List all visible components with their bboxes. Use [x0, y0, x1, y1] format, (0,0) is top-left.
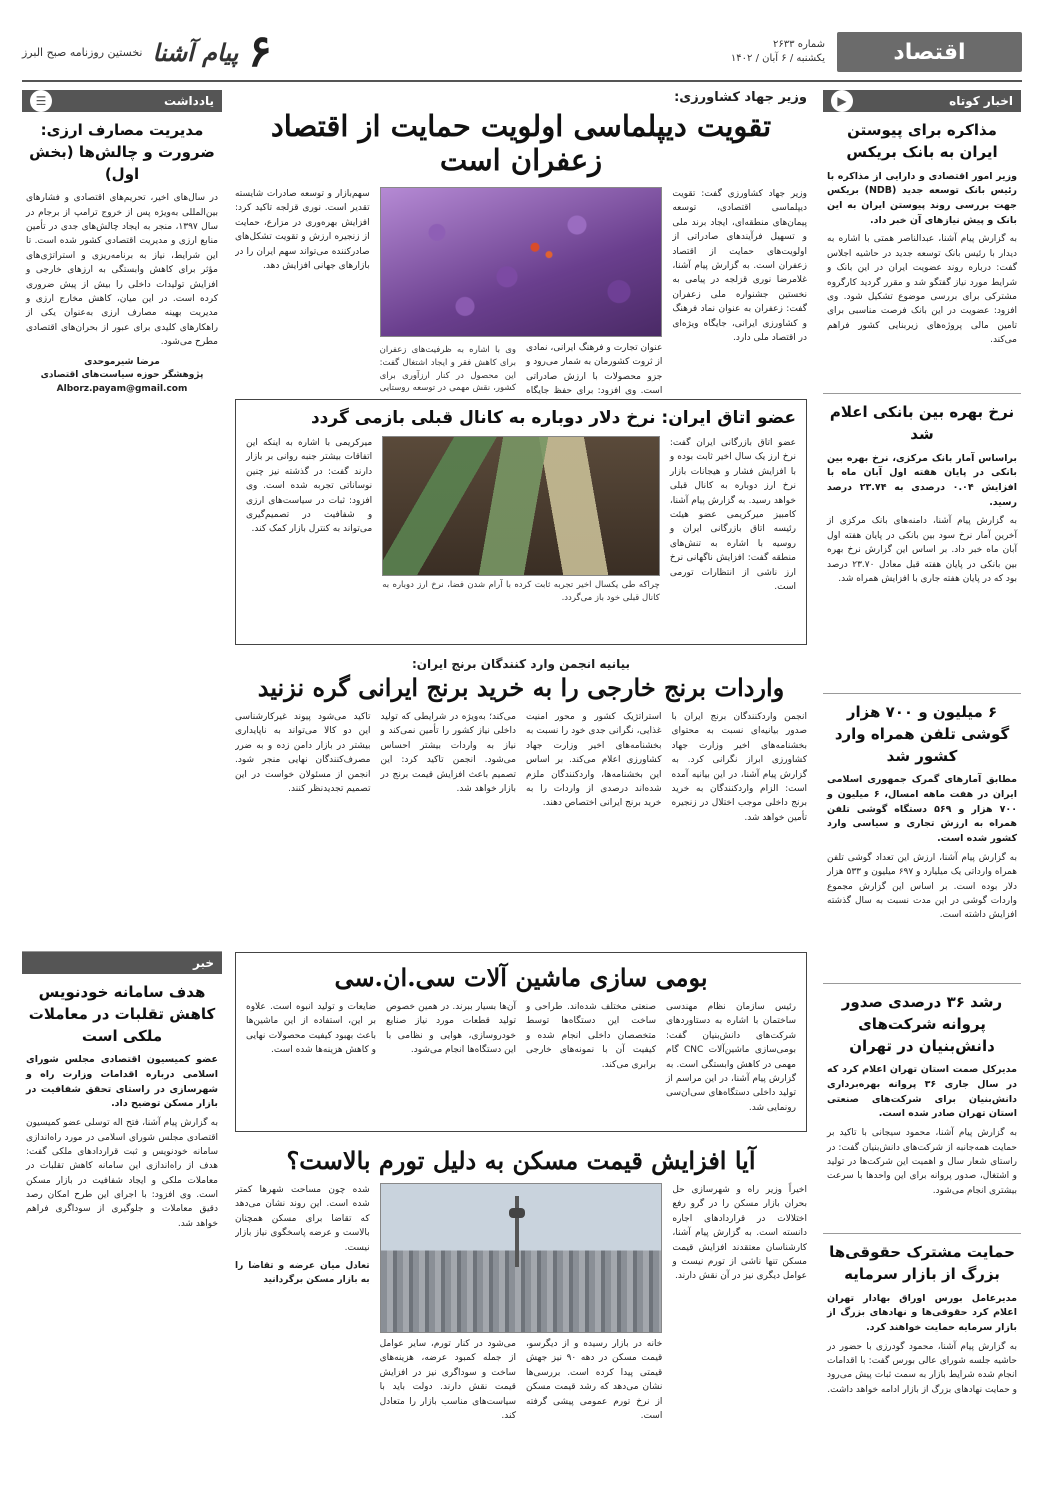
short-news-item [823, 694, 1021, 984]
cnc-col: رئیس سازمان نظام مهندسی ساختمان با اشاره به دستاوردهای شرکت‌های دانش‌بنیان گفت: بومی‌سازی ماشین‌آلات CNC گام مهمی در کاهش وابستگی است. به گزارش پیام آشنا، در این مراسم از تولید داخلی دستگاه‌های سی‌ان‌سی رونمایی شد. [666, 1002, 796, 1113]
rice-col: استراتژیک کشور و محور امنیت غذایی، نگرانی جدی خود را نسبت به بخشنامه‌های اخیر وزارت جهاد کشاورزی اعلام می‌کند. بر اساس این بخشنامه‌ها، واردکنندگان ملزم شده‌اند درصدی از واردات را به خرید برنج ایرانی اختصاص دهند. [526, 712, 662, 809]
lead-col: سهم‌بازار و توسعه صادرات شایسته تقدیر است. نوری قزلجه تاکید کرد: افزایش بهره‌وری در مزارع، حمایت از زنجیره ارزش و تقویت تشکل‌های صادرکننده می‌تواند سهم ایران را در بازارهای جهانی افزایش دهد. [235, 189, 370, 271]
housing-photo-wrap [380, 1183, 663, 1423]
lead-headline: تقویت دیپلماسی اولویت حمایت از اقتصاد زعفران است [270, 109, 772, 177]
lead-columns [235, 187, 807, 395]
housing-story [235, 1144, 807, 1484]
note-column [22, 90, 222, 1241]
housing-col: خانه در بازار رسیده و از دیگرسو، قیمت مسکن در دهه ۹۰ نیز جهش قیمتی پیدا کرده است. بررسی‌ها نشان می‌دهد که رشد قیمت مسکن از نرخ تورم عمومی پیشی گرفته است. [525, 1339, 663, 1421]
cnc-columns [246, 1000, 796, 1115]
masthead-right [22, 26, 272, 77]
issue-number: شماره ۲۶۳۳ [773, 39, 825, 50]
news-lead: عضو کمیسیون اقتصادی مجلس شورای اسلامی درباره اقدامات وزارت راه و شهرسازی در راستای تحقق شفافیت در بازار مسکن توضیح داد. [26, 1054, 218, 1110]
short-news-item [823, 112, 1021, 394]
lead-col: عنوان تجارت و فرهنگ ایرانی، نمادی از ثروت کشورمان به شمار می‌رود و جزو محصولات با ارزش صادراتی است. وی افزود: برای حفظ جایگاه [525, 343, 663, 395]
dollar-col: عضو اتاق بازرگانی ایران گفت: نرخ ارز یک سال اخیر ثابت بوده و با افزایش فشار و هیجانات بازار نرخ ارز دوباره به کانال قبلی خواهد رسید. به گزارش پیام آشنا، کامبیز میرکریمی عضو هیئت رئیسه اتاق بازرگانی ایران و روسیه با اشاره به تنش‌های منطقه گفت: افزایش ناگهانی نرخ ارز ناشی از انتظارات تورمی است. [669, 438, 796, 592]
dollar-photo [382, 436, 660, 576]
megaphone-icon: ▶ [831, 90, 853, 112]
news-item [22, 974, 222, 1241]
lead-col: وزیر جهاد کشاورزی گفت: تقویت دیپلماسی اقتصادی، توسعه پیمان‌های منطقه‌ای، ایجاد برند ملی و تسهیل فرآیندهای صادراتی از اولویت‌های حمایت از اقتصاد زعفران است. به گزارش پیام آشنا، غلامرضا نوری قزلجه در پیامی به نخستین جشنواره ملی زعفران گفت: زعفران به عنوان نماد فرهنگ و کشاورزی ایرانی، جایگاه ویژه‌ای در اقتصاد ملی دارد. [672, 189, 807, 343]
page-number: ۶ [248, 26, 272, 77]
note-tab [22, 90, 222, 112]
short-news-lead: مدیرعامل بورس اوراق بهادار تهران اعلام کرد حقوقی‌ها و نهادهای بزرگ از بازار سرمایه حمایت خواهند کرد. [827, 1292, 1017, 1333]
housing-headline: آیا افزایش قیمت مسکن به دلیل تورم بالاست؟ [286, 1146, 756, 1175]
dollar-col: میرکریمی با اشاره به اینکه این اتفاقات بیشتر جنبه روانی بر بازار دارند گفت: در گذشته نیز چنین نوساناتی تجربه شده است. وی افزود: ثبات در سیاست‌های ارزی و شفافیت در تصمیم‌گیری می‌تواند به کنترل بازار کمک کند. [246, 438, 373, 535]
short-news-lead: وزیر امور اقتصادی و دارایی از مذاکره با رئیس بانک توسعه جدید (NDB) بریکس جهت بررسی روند پیوستن ایران به این بانک و پیش نیازهای آن خبر داد. [827, 170, 1017, 226]
dollar-columns [246, 436, 796, 605]
housing-under-photo [380, 1337, 663, 1423]
masthead-left [731, 32, 1022, 72]
main-content [235, 90, 807, 1484]
rice-story [235, 657, 807, 952]
short-news-body: به گزارش پیام آشنا، محمود سیجانی با تاکید بر حمایت همه‌جانبه از شرکت‌های دانش‌بنیان گفت: در راستای شعار سال و اهمیت این شرکت‌ها در تولید و اشتغال، صدور پروانه برای این واحدها با سرعت بیشتری انجام می‌شود. [827, 1128, 1017, 1196]
short-news-title: ۶ میلیون و ۷۰۰ هزار گوشی تلفن همراه وارد کشور شد [834, 703, 1010, 765]
housing-subhead: تعادل میان عرضه و تقاضا را به بازار مسکن برگردانید [235, 1260, 370, 1286]
notepad-icon: ☰ [30, 90, 52, 112]
note-author-name: مرضا شیرموحدی [84, 356, 160, 367]
lead-under-photo [380, 341, 663, 395]
cnc-headline: بومی سازی ماشین آلات سی.ان.سی [334, 963, 708, 992]
rice-kicker: بیانیه انجمن وارد کنندگان برنج ایران: [411, 657, 631, 671]
short-news-tab [823, 90, 1021, 112]
housing-col: شده چون مساحت شهرها کمتر شده است. این روند نشان می‌دهد که تقاضا برای مسکن همچنان بالاست و عرضه پاسخگوی نیاز بازار نیست. [235, 1185, 370, 1253]
housing-columns [235, 1183, 807, 1423]
housing-col: اخیراً وزیر راه و شهرسازی حل بحران بازار مسکن را در گرو رفع اختلالات در قراردادهای اجاره دانسته است. به گزارش پیام آشنا، کارشناسان معتقدند افزایش قیمت مسکن تنها ناشی از تورم نیست و عوامل دیگری نیز در آن نقش دارند. [672, 1185, 807, 1282]
short-news-body: به گزارش پیام آشنا، عبدالناصر همتی با اشاره به دیدار با رئیس بانک توسعه جدید در حاشیه اجلاس گفت: درباره روند عضویت ایران در این بانک و شرایط مورد نیاز گفتگو شد و مقرر گردید کارگروه مشترکی برای بررسی موضوع تشکیل شود. وی افزود: عضویت در این بانک فرصت مناسبی برای تامین مالی پروژه‌های زیربنایی کشور فراهم می‌کند. [827, 234, 1017, 346]
dollar-caption: چراکه طی یکسال اخیر تجربه ثابت کرده با آرام شدن فضا، نرخ ارز دوباره به کانال قبلی خود باز می‌گردد. [382, 580, 660, 603]
short-news-title: حمایت مشترک حقوقی‌ها بزرگ از بازار سرمایه [829, 1243, 1015, 1283]
note-author-role: پژوهشگر حوزه سیاست‌های اقتصادی [40, 370, 204, 381]
dollar-headline: عضو اتاق ایران: نرخ دلار دوباره به کانال قبلی بازمی گردد [310, 408, 796, 428]
note-item [22, 112, 222, 952]
short-news-item [823, 1234, 1021, 1407]
short-news-label: اخبار کوتاه [949, 94, 1013, 108]
short-news-title: مذاکره برای پیوستن ایران به بانک بریکس [846, 121, 998, 161]
cnc-story [235, 952, 807, 1132]
short-news-body: به گزارش پیام آشنا، دامنه‌های بانک مرکزی از آخرین آمار نرخ سود بین بانکی در پایان هفته اول آبان ماه خبر داد. بر اساس این گزارش نرخ بهره بین بانکی در پایان هفته قبل معادل ۲۳.۷۰ درصد بود که در پایان هفته جاری با افزایش همراه شد. [827, 516, 1017, 584]
note-author [26, 356, 218, 397]
dollar-story [235, 399, 807, 645]
lead-story [235, 90, 807, 395]
rice-headline: واردات برنج خارجی را به خرید برنج ایرانی گره نزنید [257, 673, 785, 702]
section-banner: اقتصاد [837, 32, 1022, 72]
news-title: هدف سامانه خودنویس کاهش تقلبات در معاملات ملکی است [28, 983, 216, 1045]
news-tab [22, 952, 222, 974]
masthead-rule [22, 80, 1022, 82]
note-title: مدیریت مصارف ارزی: ضرورت و چالش‌ها (بخش اول) [29, 121, 215, 183]
brand-logo: پیام آشنا [152, 37, 239, 67]
dollar-photo-wrap [382, 436, 660, 605]
cnc-col: ضایعات و تولید انبوه است. علاوه بر این، استفاده از این ماشین‌ها باعث بهبود کیفیت محصولات نهایی و کاهش هزینه‌ها شده است. [246, 1002, 376, 1056]
tagline: نخستین روزنامه صبح البرز [22, 45, 143, 59]
saffron-photo [380, 187, 663, 337]
note-label: یادداشت [164, 94, 214, 108]
lead-caption: وی با اشاره به ظرفیت‌های زعفران برای کاهش فقر و ایجاد اشتغال گفت: این محصول در کنار ارزآوری برای کشور، نقش مهمی در توسعه روستایی [379, 345, 516, 394]
rice-col: انجمن واردکنندگان برنج ایران با صدور بیانیه‌ای نسبت به محتوای بخشنامه‌های اخیر وزارت جهاد کشاورزی ابراز نگرانی کرد. به گزارش پیام آشنا، در این بیانیه آمده است: الزام واردکنندگان به خرید برنج داخلی موجب اختلال در زنجیره تأمین خواهد شد. [671, 712, 807, 823]
short-news-title: رشد ۳۶ درصدی صدور پروانه شرکت‌های دانش‌بنیان در تهران [841, 993, 1003, 1055]
lead-kicker: وزیر جهاد کشاورزی: [674, 90, 807, 105]
milad-tower [515, 1196, 519, 1267]
rice-col: تاکید می‌شود پیوند غیرکارشناسی این دو کالا می‌تواند به ناپایداری بیشتر در بازار دامن زده و به ضرر مصرف‌کنندگان نهایی منجر شود. انجمن از مسئولان خواست در این تصمیم تجدیدنظر کنند. [235, 712, 371, 794]
short-news-lead: براساس آمار بانک مرکزی، نرخ بهره بین بانکی در پایان هفته اول آبان ماه با افزایش ۰.۰۴ درصدی به ۲۳.۷۴ درصد رسید. [827, 452, 1017, 508]
short-news-lead: مدیرکل صمت استان تهران اعلام کرد که در سال جاری ۳۶ پروانه بهره‌برداری دانش‌بنیان برای شرکت‌های صنعتی استان تهران صادر شده است. [827, 1064, 1017, 1120]
short-news-item [823, 394, 1021, 694]
short-news-item [823, 984, 1021, 1234]
housing-col: می‌شود در کنار تورم، سایر عوامل از جمله کمبود عرضه، هزینه‌های ساخت و سوداگری نیز در افزایش قیمت نقش دارند. دولت باید با سیاست‌های مناسب بازار را متعادل کند. [379, 1339, 516, 1421]
news-label: خبر [192, 956, 214, 970]
note-author-email[interactable]: Alborz.payam@gmail.com [56, 383, 188, 394]
rice-columns [235, 710, 807, 825]
short-news-column [823, 90, 1021, 1407]
short-news-body: به گزارش پیام آشنا، محمود گودرزی با حضور در حاشیه جلسه شورای عالی بورس گفت: با اقدامات انجام شده شرایط بازار به سمت ثبات پیش می‌رود و حمایت نهادهای بزرگ از بازار ادامه خواهد داشت. [827, 1341, 1017, 1395]
note-body: در سال‌های اخیر، تحریم‌های اقتصادی و فشارهای بین‌المللی به‌ویژه پس از خروج ترامپ از برجام در سال ۱۳۹۷، منجر به ایجاد چالش‌های جدی در تأمین منابع ارزی و مدیریت اقتصادی کشور شده است. تا این شرایط، نیاز به برنامه‌ریزی و استراتژی‌های مؤثر برای کاهش وابستگی به ارزهای خارجی و افزایش تولیدات داخلی را بیش از پیش ضروری کرده است. در این میان، کاهش مخارج ارزی و مدیریت بهینه مصارف ارزی به‌عنوان یکی از راهکارهای کلیدی برای عبور از بحران‌های اقتصادی مطرح می‌شود. [26, 193, 219, 348]
news-body: به گزارش پیام آشنا، فتح اله توسلی عضو کمیسیون اقتصادی مجلس شورای اسلامی در مورد راه‌اندازی سامانه خودنویس و ثبت قراردادهای ملکی گفت: هدف از راه‌اندازی این سامانه کاهش تقلبات در معاملات ملکی و ایجاد شفافیت در بازار مسکن است. وی افزود: با اجرای این طرح امکان رصد دقیق معاملات و جلوگیری از سوداگری فراهم خواهد شد. [26, 1118, 218, 1229]
short-news-body: به گزارش پیام آشنا، ارزش این تعداد گوشی تلفن همراه وارداتی یک میلیارد و ۶۹۷ میلیون و ۵۳۳ هزار دلار بوده است. بر اساس این گزارش مجموع واردات گوشی در این مدت نسبت به سال گذشته افزایش داشته است. [827, 852, 1018, 921]
masthead [22, 28, 1022, 76]
short-news-title: نرخ بهره بین بانکی اعلام شد [829, 403, 1015, 443]
issue-date: یکشنبه / ۶ آبان / ۱۴۰۲ [730, 53, 825, 64]
rice-col: می‌کند؛ به‌ویژه در شرایطی که تولید داخلی نیاز کشور را تأمین نمی‌کند و نیاز به واردات بیشتر احساس می‌شود. انجمن تاکید کرد: این تصمیم باعث افزایش قیمت برنج در بازار خواهد شد. [380, 712, 516, 794]
lead-photo-wrap [380, 187, 663, 395]
issue-info [731, 38, 825, 66]
housing-col-wrap [235, 1183, 370, 1423]
city-photo [380, 1183, 663, 1333]
cnc-col: صنعتی مختلف شده‌اند. طراحی و ساخت این دستگاه‌ها توسط متخصصان داخلی انجام شده و کیفیت آن با نمونه‌های خارجی برابری می‌کند. [526, 1002, 656, 1070]
cnc-col: آن‌ها بسیار ببرند. در همین خصوص تولید قطعات مورد نیاز صنایع خودروسازی، هوایی و نظامی با این دستگاه‌ها انجام می‌شود. [386, 1002, 516, 1056]
short-news-lead: مطابق آمارهای گمرک جمهوری اسلامی ایران در هفت ماهه امسال، ۶ میلیون و ۷۰۰ هزار و ۵۶۹ دستگاه گوشی تلفن همراه به ارزش تجاری و سیاسی وارد کشور شده است. [827, 774, 1017, 845]
